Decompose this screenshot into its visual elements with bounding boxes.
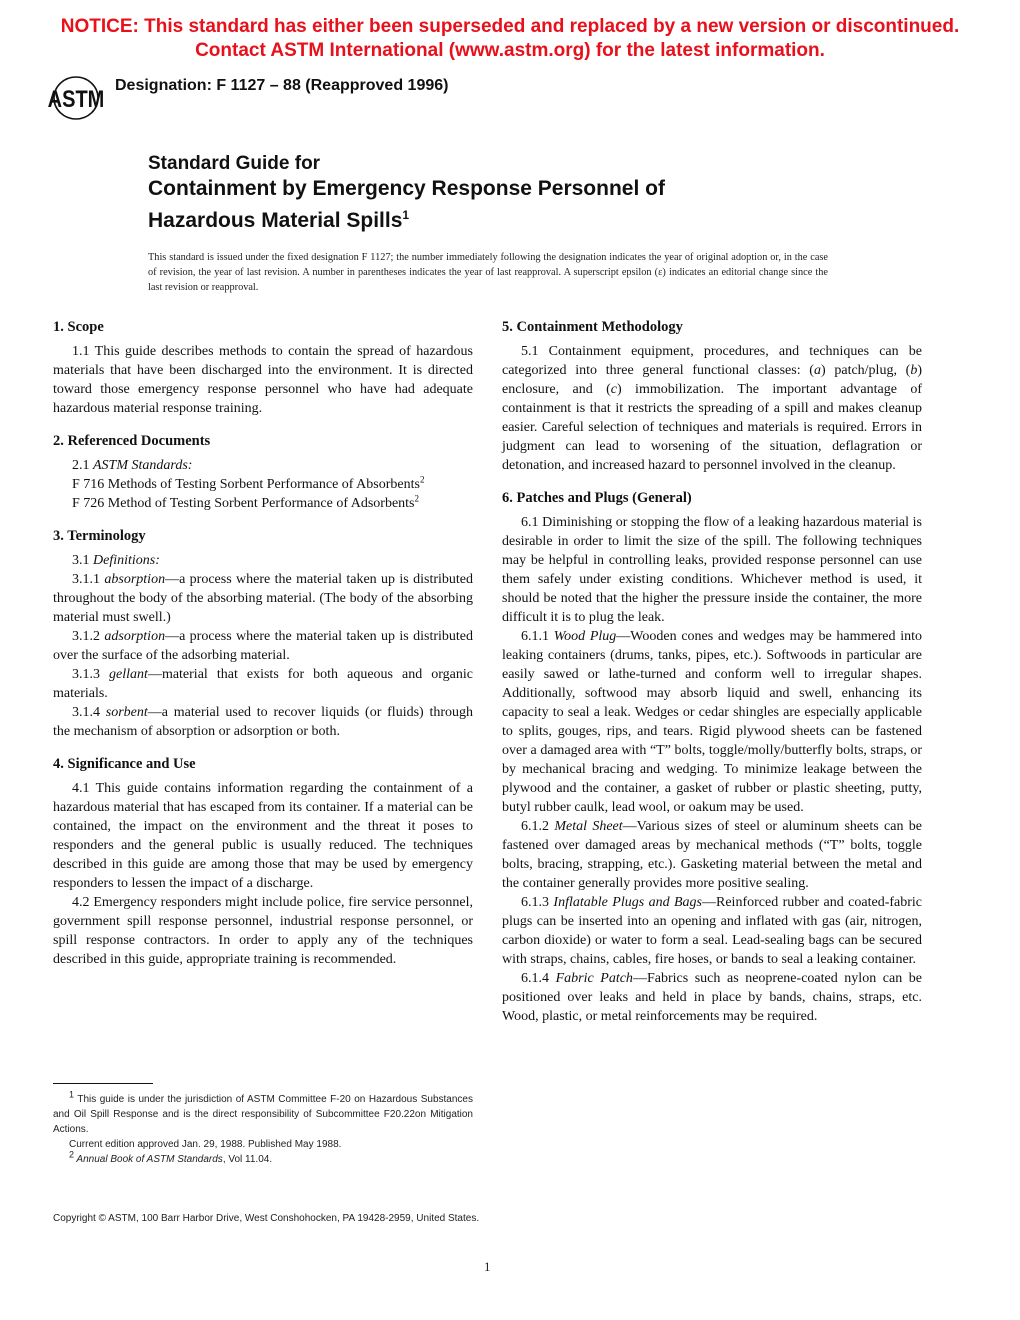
paragraph: 4.2 Emergency responders might include police, fire service personnel, government spill response personnel, industrial response personnel, or spill response contractors. In order to apply any of the techniques described in this guide, appropriate training is recommended. [53,895,473,967]
page-number: 1 [484,1259,491,1274]
section-referenced-documents [53,432,473,513]
subsection-label: ASTM Standards: [93,458,193,473]
footnote-1: $^1$ This guide is under the jurisdiction of ASTM Committee F-20 on Hazardous Substances and Oil Spill Response and is the direct responsibility of Subcommittee F20.22on Mitigation Actions. [53,1089,473,1135]
paragraph: 4.1 This guide contains information regarding the containment of a hazardous material that has escaped from its container. If a material can be contained, the impact on the environment and the threat it poses to responders and the general public is usually reduced. The techniques described in this guide are among those that may be used by emergency responders to lessen the impact of a discharge. [53,781,473,891]
reference-item: F 716 Methods of Testing Sorbent Performance of Absorbents$^2$ [72,474,425,492]
supersede-notice-line1: NOTICE: This standard has either been superseded and replaced by a new version or discontinued. [60,16,960,37]
definition-item: 3.1.1 absorption—a process where the material taken up is distributed throughout the body of the absorbing material. (The body of the absorbing material must swell.) [53,572,474,625]
supersede-notice-line2: Contact ASTM International (www.astm.org) for the latest information. [195,40,825,61]
section-heading: 3. Terminology [53,528,146,544]
title-line3: Hazardous Material Spills [148,209,403,232]
subsection-definitions: 3.1 Definitions: [72,553,160,568]
section-heading: 2. Referenced Documents [53,433,211,449]
technique-item: 6.1.1 Wood Plug—Wooden cones and wedges may be hammered into leaking containers (drums, tanks, pipes, etc.). Softwoods in particular are easily sawed or lathe-turned and conform well to irregular shapes. Additionally, softwood may absorb liquid and swell, enhancing its capacity to seal a leak. Wedges or cedar shingles are especially applicable to splits, gouges, rips, and tears. Rigid plywood sheets can be fastened over a damaged area with “T” bolts, toggle/molly/butterfly bolts, straps, or by mechanical bracing and wedging. To minimize leakage between the plywood and the container, a gasket of rubber or plastic sheeting, putty, butyl rubber caulk, lead wool, or oakum may be used. [502,629,922,815]
section-containment-methodology [502,318,922,475]
footnote-2: $^2$ Annual Book of ASTM Standards, Vol 11.04. [69,1149,273,1165]
footnote-divider [53,1083,153,1084]
definition-item: 3.1.2 adsorption—a process where the material taken up is distributed over the surface of the adsorbing material. [53,629,474,663]
title-footnote-ref[interactable]: 1 [402,208,410,222]
title-line1: Standard Guide for [148,153,321,174]
paragraph: 5.1 Containment equipment, procedures, and techniques can be categorized into three general functional classes: (a) patch/plug, (b) enclosure, and (c) immobilization. The important advantage of containment is that it restricts the spreading of a spill and makes cleanup easier. Careful selection of techniques and materials is required. Errors in judgment can lead to worsening of the situation, deflagration or detonation, and increased hazard to personnel involved in the cleanup. [502,344,922,473]
technique-item: 6.1.4 Fabric Patch—Fabrics such as neoprene-coated nylon can be positioned over leaks and held in place by bands, chains, straps, etc. Wood, plastic, or metal reinforcements may be required. [502,971,922,1024]
footnote-ref[interactable]: 2 [414,493,419,504]
title-line2: Containment by Emergency Response Personnel of [148,177,665,200]
section-heading: 5. Containment Methodology [502,319,683,335]
section-heading: 1. Scope [53,319,104,335]
right-column [502,318,922,1040]
footnotes [53,1089,473,1167]
paragraph: 6.1 Diminishing or stopping the flow of a leaking hazardous material is desirable in order to limit the size of the spill. The following techniques may be helpful in controlling leaks, provided response personnel can use them safely under existing conditions. Whichever method is used, it should be noted that the higher the pressure inside the container, the more difficult it is to plug the leak. [502,515,922,625]
section-patches-plugs [502,489,922,1026]
definition-item: 3.1.4 sorbent—a material used to recover liquids (or fluids) through the mechanism of absorption or adsorption or both. [53,705,474,739]
definition-item: 3.1.3 gellant—material that exists for both aqueous and organic materials. [53,667,473,701]
astm-logo-icon [47,76,105,120]
footnote-edition: Current edition approved Jan. 29, 1988. Published May 1988. [69,1139,342,1150]
reference-item: F 726 Method of Testing Sorbent Performance of Adsorbents$^2$ [72,493,419,511]
document-title [148,152,665,234]
issue-note: This standard is issued under the fixed designation F 1127; the number immediately following the designation indicates the year of original adoption or, in the case of revision, the year of last revision. A number in parentheses indicates the year of last reapproval. A superscript epsilon (ε) indicates an editorial change since the last revision or reapproval. [148,252,828,293]
left-column [53,318,473,983]
subsection-number: 2.1 [72,458,93,473]
section-scope [53,318,473,418]
section-heading: 4. Significance and Use [53,756,196,772]
designation: Designation: F 1127 – 88 (Reapproved 1996) [115,77,449,94]
paragraph: 1.1 This guide describes methods to contain the spread of hazardous materials that have been discharged into the environment. It is directed toward those emergency response personnel who have had adequate hazardous material response training. [53,344,473,416]
section-terminology [53,527,473,741]
technique-item: 6.1.2 Metal Sheet—Various sizes of steel or aluminum sheets can be fastened over damaged areas by mechanical methods (“T” bolts, toggle bolts, bracing, strapping, etc.). Gasketing material between the metal and the container generally provides more positive sealing. [502,819,923,891]
section-heading: 6. Patches and Plugs (General) [502,490,692,506]
technique-item: 6.1.3 Inflatable Plugs and Bags—Reinforced rubber and coated-fabric plugs can be inserted into an opening and inflated with gas (air, nitrogen, carbon dioxide) or water to form a seal. Lead-sealing bags can be secured with straps, chains, cables, fire hoses, or bands to seal a leaking container. [502,895,923,967]
footnote-ref[interactable]: 2 [419,474,425,485]
copyright: Copyright © ASTM, 100 Barr Harbor Drive, West Conshohocken, PA 19428-2959, United States. [53,1213,480,1224]
svg-text:ASTM: ASTM [47,85,105,113]
section-significance [53,755,473,969]
